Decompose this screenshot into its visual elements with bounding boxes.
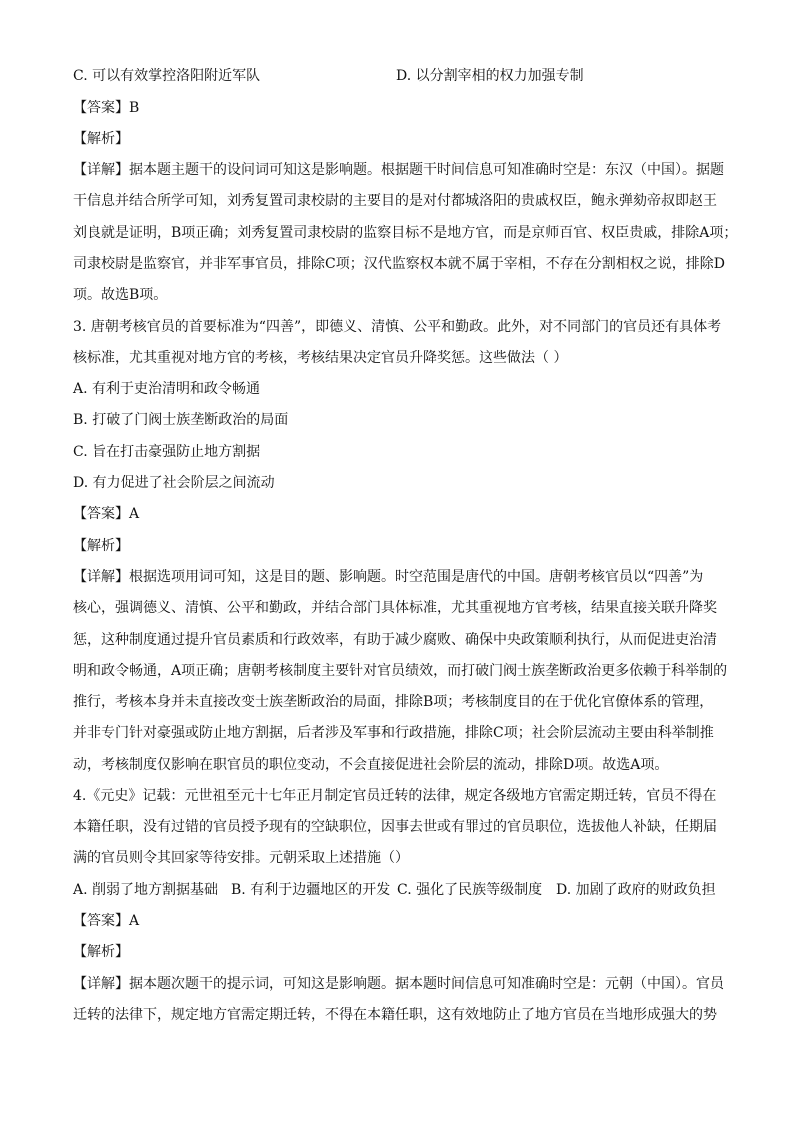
q3-detail-line: 【详解】根据选项用词可知，这是目的题、影响题。时空范围是唐代的中国。唐朝考核官员以“四善”为 — [73, 569, 704, 585]
q3-option-a[interactable]: A. 有利于吏治清明和政令畅通 — [73, 381, 261, 397]
q2-option-d[interactable]: D. 以分割宰相的权力加强专制 — [396, 68, 584, 84]
q4-detail-line: 迁转的法律下，规定地方官需定期迁转，不得在本籍任职，这有效地防止了地方官员在当地形成强大的势 — [73, 1007, 717, 1023]
q4-options-row — [73, 880, 723, 900]
q4-option-b[interactable]: B. 有利于边疆地区的开发 — [231, 882, 391, 898]
q2-option-c[interactable]: C. 可以有效掌控洛阳附近军队 — [73, 68, 261, 84]
q3-stem-line: 核标准，尤其重视对地方官的考核，考核结果决定官员升降奖惩。这些做法（ ） — [73, 350, 568, 366]
q3-detail-line: 明和政令畅通，A项正确；唐朝考核制度主要针对官员绩效，而打破门阀士族垄断政治更多依赖于科举制的 — [73, 663, 728, 679]
q2-analysis-label: 【解析】 — [73, 131, 129, 147]
q3-stem-line: 3. 唐朝考核官员的首要标准为“四善”，即德义、清慎、公平和勤政。此外，对不同部门的官员还有具体考 — [73, 319, 722, 335]
q4-option-d[interactable]: D. 加剧了政府的财政负担 — [556, 882, 716, 898]
q3-detail-line: 惩，这种制度通过提升官员素质和行政效率，有助于减少腐败、确保中央政策顺利执行，从而促进吏治清 — [73, 632, 717, 648]
q3-detail-line: 动，考核制度仅影响在职官员的职位变动，不会直接促进社会阶层的流动，排除D项。故选A项。 — [73, 757, 669, 773]
q4-detail-line: 【详解】据本题次题干的提示词，可知这是影响题。据本题时间信息可知准确时空是：元朝（中国）。官员 — [73, 976, 724, 992]
q4-analysis-label: 【解析】 — [73, 944, 129, 960]
q4-option-a[interactable]: A. 削弱了地方割据基础 — [73, 882, 219, 898]
q3-option-d[interactable]: D. 有力促进了社会阶层之间流动 — [73, 475, 275, 491]
q4-option-c[interactable]: C. 强化了民族等级制度 — [397, 882, 543, 898]
q4-answer: 【答案】A — [73, 913, 140, 929]
q4-stem-line: 满的官员则令其回家等待安排。元朝采取上述措施（） — [73, 850, 409, 866]
q2-detail-line: 刘良就是证明，B项正确；刘秀复置司隶校尉的监察目标不是地方官，而是京师百官、权臣贵戚，排除A项； — [73, 225, 738, 241]
q3-detail-line: 并非专门针对豪强或防止地方割据，后者涉及军事和行政措施，排除C项；社会阶层流动主要由科举制推 — [73, 725, 714, 741]
q3-detail-line: 推行，考核本身并未直接改变士族垄断政治的局面，排除B项；考核制度目的在于优化官僚体系的管理， — [73, 694, 714, 710]
q3-detail-line: 核心，强调德义、清慎、公平和勤政，并结合部门具体标准，尤其重视地方官考核，结果直接关联升降奖 — [73, 600, 717, 616]
q2-options-row — [73, 66, 723, 86]
q4-stem-line: 4.《元史》记载：元世祖至元十七年正月制定官员迁转的法律，规定各级地方官需定期迁转，官员不得在 — [73, 788, 717, 804]
q2-detail-line: 【详解】据本题主题干的设问词可知这是影响题。根据题干时间信息可知准确时空是：东汉（中国）。据题 — [73, 162, 724, 178]
q2-detail-line: 干信息并结合所学可知，刘秀复置司隶校尉的主要目的是对付都城洛阳的贵戚权臣，鲍永弹劾帝叔即赵王 — [73, 193, 717, 209]
q4-stem-line: 本籍任职，没有过错的官员授予现有的空缺职位，因事去世或有罪过的官员职位，选拔他人补缺，任期届 — [73, 819, 717, 835]
q3-analysis-label: 【解析】 — [73, 538, 129, 554]
q3-option-b[interactable]: B. 打破了门阀士族垄断政治的局面 — [73, 412, 289, 428]
q2-detail-line: 司隶校尉是监察官，并非军事官员，排除C项；汉代监察权本就不属于宰相，不存在分割相权之说，排除D — [73, 256, 725, 272]
q2-answer: 【答案】B — [73, 100, 140, 116]
q3-option-c[interactable]: C. 旨在打击豪强防止地方割据 — [73, 444, 261, 460]
q3-answer: 【答案】A — [73, 506, 140, 522]
q2-detail-line: 项。故选B项。 — [73, 287, 168, 303]
